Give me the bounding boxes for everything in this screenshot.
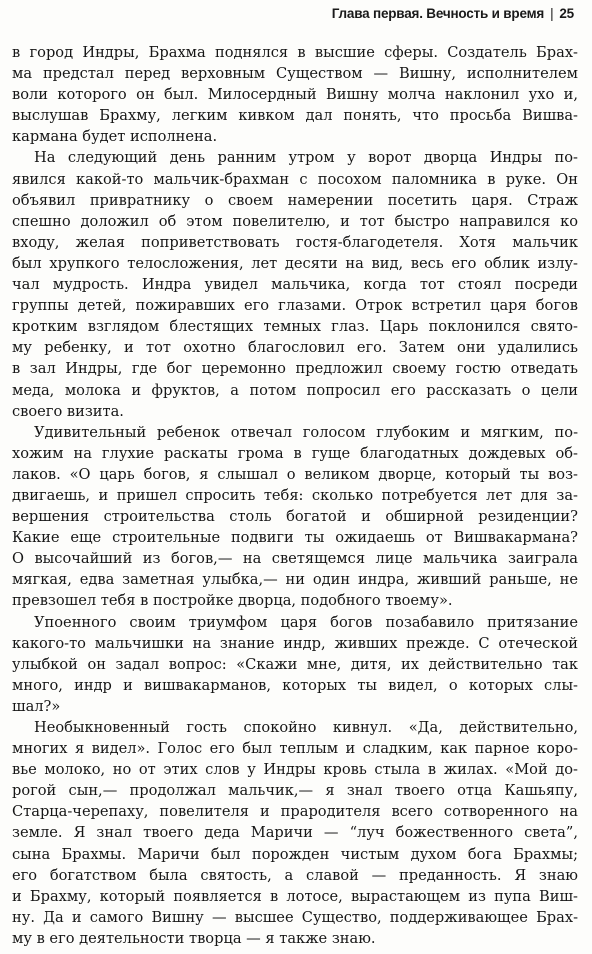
text-line: меда, молока и фруктов, а потом попросил его рассказать о цели xyxy=(12,381,578,399)
text-line: вье молоко, но от этих слов у Индры кровь стыла в жилах. «Мой до- xyxy=(12,761,578,779)
text-line: На следующий день ранним утром у ворот дворца Индры по- xyxy=(34,149,578,167)
text-line: явился какой-то мальчик-брахман с посохом паломника в руке. Он xyxy=(12,170,578,188)
text-line: какого-то мальчишки на знание индр, живших прежде. С отеческой xyxy=(12,634,578,652)
text-line: спешно доложил об этом повелителю, и тот быстро направился ко xyxy=(12,212,578,230)
text-line: сына Брахмы. Маричи был порожден чистым духом бога Брахмы; xyxy=(12,845,578,863)
text-line: Необыкновенный гость спокойно кивнул. «Да, действительно, xyxy=(34,719,578,736)
text-line: лаков. «О царь богов, я слышал о великом дворце, который ты воз- xyxy=(12,465,578,483)
text-line: многих я видел». Голос его был теплым и сладким, как парное коро- xyxy=(12,740,578,758)
text-line: Какие еще строительные подвиги ты ожидаешь от Вишвакармана? xyxy=(12,529,578,547)
text-line: входу, желая поприветствовать гостя-благодетеля. Хотя мальчик xyxy=(12,233,578,251)
text-line: был хрупкого телосложения, лет десяти на вид, весь его облик излу- xyxy=(12,254,578,272)
body-text xyxy=(12,42,578,949)
text-line: ма предстал перед верховным Существом — Вишну, исполнителем xyxy=(12,65,578,83)
text-line: шал?» xyxy=(12,697,61,715)
text-line: вершения строительства столь богатой и обширной резиденции? xyxy=(12,508,578,526)
text-line: му ребенку, и тот охотно благословил его. Затем они удалились xyxy=(12,339,578,357)
paragraph xyxy=(12,147,578,421)
page-number: 25 xyxy=(559,6,574,21)
text-line: группы детей, пожиравших его глазами. Отрок встретил царя богов xyxy=(12,297,578,315)
text-line: в зал Индры, где бог церемонно предложил своему гостю отведать xyxy=(12,360,578,378)
running-header xyxy=(332,6,574,21)
text-line: воли которого он был. Милосердный Вишну молча наклонил ухо и, xyxy=(12,86,578,104)
text-line: земле. Я знал твоего деда Маричи — “луч божественного света”, xyxy=(12,824,578,842)
text-line: Упоенного своим триумфом царя богов позабавило притязание xyxy=(34,613,578,631)
text-line: превзошел тебя в постройке дворца, подобного твоему». xyxy=(12,592,453,610)
text-line: его богатством была святость, а славой — преданность. Я знаю xyxy=(12,866,578,884)
paragraph xyxy=(12,422,578,612)
text-line: рогой сын,— продолжал мальчик,— я знал твоего отца Кашьяпу, xyxy=(12,782,578,800)
text-line: ну. Да и самого Вишну — высшее Существо, поддерживающее Брах- xyxy=(12,908,578,926)
text-line: О высочайший из богов,— на светящемся лице мальчика заиграла xyxy=(12,550,578,568)
text-line: кармана будет исполнена. xyxy=(12,128,218,146)
text-line: Удивительный ребенок отвечал голосом глубоким и мягким, по- xyxy=(34,423,578,441)
text-line: хожим на глухие раскаты грома в гуще благодатных дождевых об- xyxy=(12,444,578,462)
text-line: объявил привратнику о своем намерении посетить царя. Страж xyxy=(12,191,578,209)
text-line: мягкая, едва заметная улыбка,— ни один индра, живший раньше, не xyxy=(12,571,578,589)
text-line: и Брахму, который появляется в лотосе, вырастающем из пупа Виш- xyxy=(12,887,578,905)
text-line: двигаешь, и пришел спросить тебя: сколько потребуется лет для за- xyxy=(12,486,578,504)
text-line: своего визита. xyxy=(12,402,124,420)
header-separator: | xyxy=(550,6,554,21)
text-line: много, индр и вишвакарманов, которых ты видел, о которых слы- xyxy=(12,676,578,694)
chapter-title: Глава первая. Вечность и время xyxy=(331,6,545,21)
text-line: Старца-черепаху, повелителя и прародителя всего сотворенного на xyxy=(12,803,578,821)
text-line: му в его деятельности творца — я также знаю. xyxy=(12,929,376,947)
text-line: в город Индры, Брахма поднялся в высшие сферы. Создатель Брах- xyxy=(12,44,578,61)
text-line: кротким взглядом блестящих темных глаз. Царь поклонился свято- xyxy=(12,318,578,336)
text-line: выслушав Брахму, легким кивком дал понять, что просьба Вишва- xyxy=(12,107,578,125)
text-line: улыбкой он задал вопрос: «Скажи мне, дитя, их действительно так xyxy=(12,655,578,673)
paragraph xyxy=(12,717,578,949)
paragraph xyxy=(12,42,578,147)
paragraph xyxy=(12,612,578,717)
text-line: чал мудрость. Индра увидел мальчика, когда тот стоял посреди xyxy=(12,276,578,294)
